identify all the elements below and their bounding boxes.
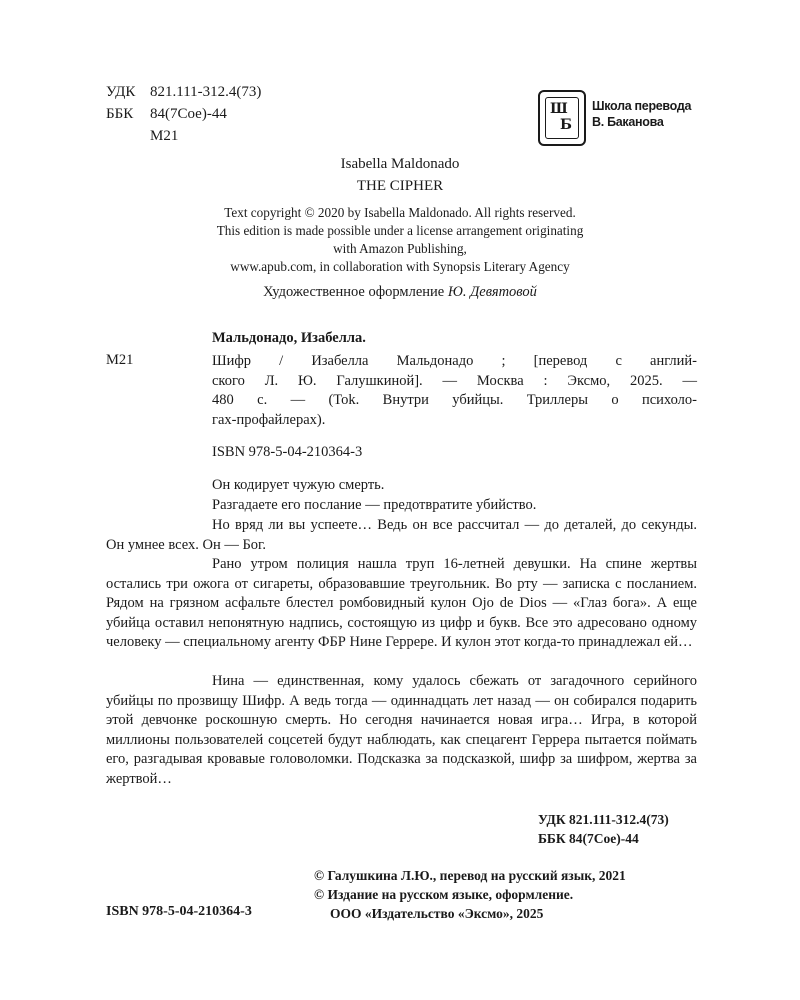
bib-mark: М21	[106, 352, 134, 368]
copyright-ru: © Галушкина Л.Ю., перевод на русский язык, 2021 © Издание на русском языке, оформление. ООО «Издательство «Эксмо», 2025	[314, 868, 626, 921]
original-author: Isabella Maldonado	[340, 156, 460, 172]
bib-description: Шифр / Изабелла Мальдонадо ; [перевод с англий- ского Л. Ю. Галушкиной]. — Москва : Эксмо, 2025. — 480 с. — (Tok. Внутри убийцы. Триллеры о психоло- гах-профайлерах).	[212, 353, 697, 428]
logo-monogram-icon: Ш Б	[538, 90, 586, 146]
author-mark: М21	[150, 128, 179, 144]
udk-line	[106, 82, 261, 102]
design-credit: Художественное оформление Ю. Девятовой	[263, 284, 537, 300]
udk-value: 821.111-312.4(73)	[150, 84, 262, 100]
original-title: THE CIPHER	[356, 178, 444, 194]
publisher-logo	[538, 90, 700, 148]
bbk-label: ББК	[106, 106, 134, 122]
bottom-isbn: ISBN 978-5-04-210364-3	[106, 904, 252, 919]
bib-heading: Мальдонадо, Изабелла.	[212, 330, 366, 346]
logo-text: Школа перевода В. Баканова	[592, 99, 692, 129]
annotation-para-1: Он кодирует чужую смерть.	[212, 477, 385, 493]
bbk-line	[106, 104, 227, 124]
footer-codes: УДК 821.111-312.4(73) ББК 84(7Сое)-44	[538, 812, 669, 846]
bbk-value: 84(7Сое)-44	[150, 106, 227, 122]
annotation-para-2: Разгадаете его послание — предотвратите убийство.	[212, 497, 537, 513]
original-copyright: Text copyright © 2020 by Isabella Maldonado. All rights reserved. This edition is made possible under a license arrangement originating with Amazon Publishing, www.apub.com, in collaboration with Synopsis Literary Agency	[216, 205, 584, 274]
udk-label: УДК	[106, 84, 136, 100]
bib-isbn: ISBN 978-5-04-210364-3	[212, 444, 363, 460]
annotation-para-3: Но вряд ли вы успеете… Ведь он все рассчитал — до деталей, до секунды. Он умнее всех. Он — Бог.	[106, 517, 697, 553]
annotation-para-4: Рано утром полиция нашла труп 16-летней девушки. На спине жертвы остались три ожога от сигареты, образовавшие треугольник. Во рту — записка с посланием. Рядом на грязном асфальте блестел ромбовидный кулон Ojo de Dios — «Глаз бога». А еще убийца оставил непонятную надпись, состоящую из цифр и букв. Все это адресовано одному человеку — специальному агенту ФБР Нине Геррере. И кулон этот когда-то принадлежал ей…	[106, 556, 697, 650]
annotation-para-5: Нина — единственная, кому удалось сбежать от загадочного серийного убийцы по прозвищу Шифр. А ведь тогда — одиннадцать лет назад — он собирался подарить этой девчонке роскошную смерть. Но сегодня начинается новая игра… Игра, в которой миллионы пользователей соцсетей будут наблюдать, как спецагент Геррера пытается поймать его, разгадывая кровавые головоломки. Подсказка за подсказкой, шифр за шифром, жертва за жертвой…	[106, 673, 697, 787]
